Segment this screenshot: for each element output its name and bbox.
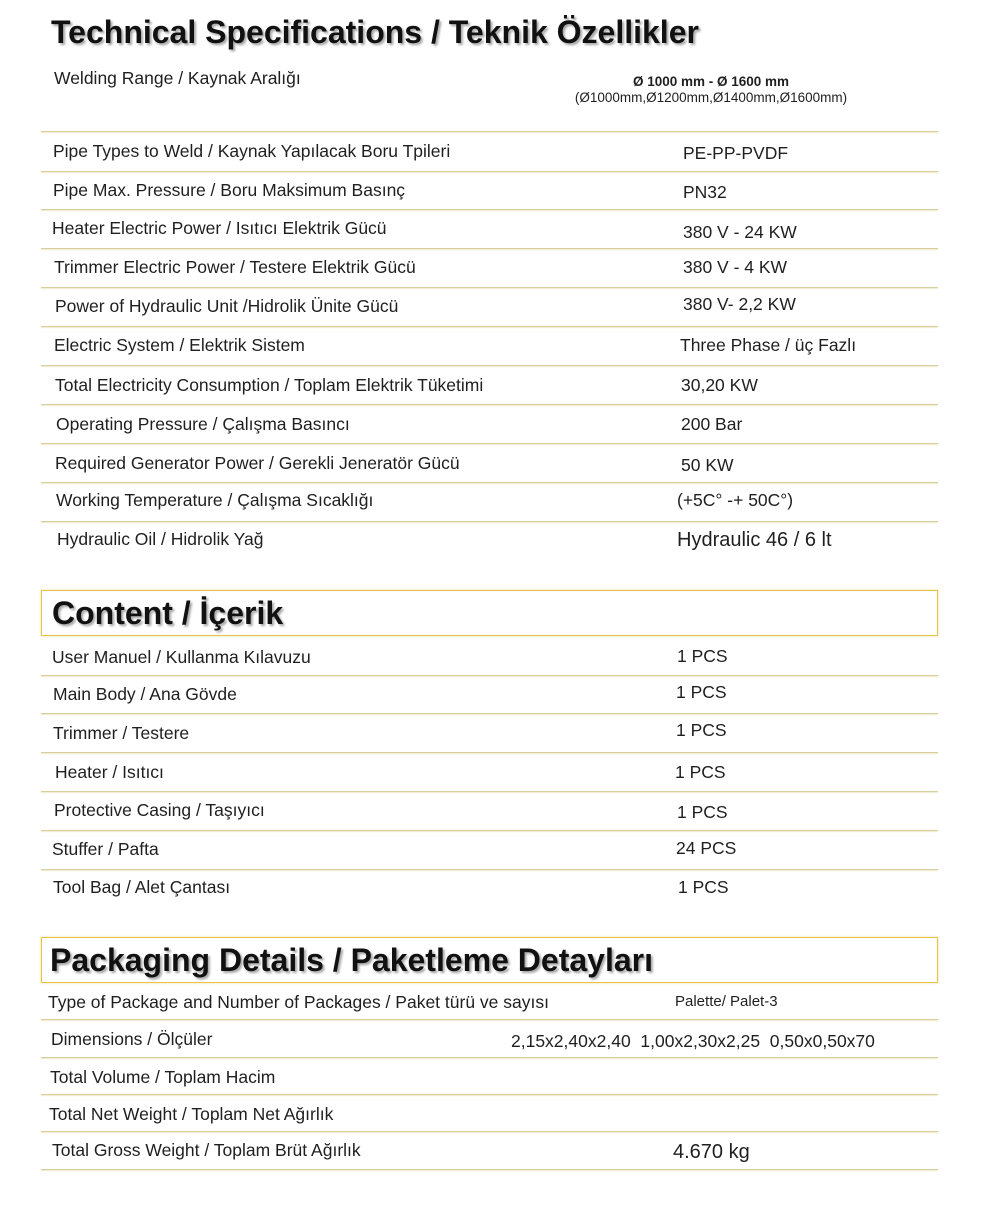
divider [41,1057,938,1058]
packaging-row [41,1029,938,1053]
spec-value: PN32 [683,182,727,202]
spec-row [41,490,938,514]
divider [41,287,938,288]
divider [41,830,938,831]
divider [41,1019,938,1020]
packaging-row [41,1140,938,1166]
spec-value: 200 Bar [681,414,743,434]
packaging-title: Packaging Details / Paketleme Detayları [41,937,938,983]
spec-label: Welding Range / Kaynak Aralığı [54,68,301,88]
divider [41,131,938,132]
spec-value: 50 KW [681,455,734,475]
content-row [41,762,938,786]
divider [41,443,938,444]
content-value: 1 PCS [676,682,727,702]
divider [41,1094,938,1095]
spec-label: Operating Pressure / Çalışma Basıncı [56,414,350,434]
packaging-row [41,992,938,1016]
welding-range-value: Ø 1000 mm - Ø 1600 mm [632,74,790,89]
spec-row [41,529,938,555]
spec-label: Power of Hydraulic Unit /Hidrolik Ünite Gücü [55,296,399,316]
divider [41,248,938,249]
content-row [41,877,938,901]
divider [41,365,938,366]
divider [41,404,938,405]
welding-range-sub-value: (Ø1000mm,Ø1200mm,Ø1400mm,Ø1600mm) [574,90,848,105]
spec-value: PE-PP-PVDF [683,143,789,163]
packaging-label: Total Volume / Toplam Hacim [50,1067,276,1087]
spec-row [41,453,938,477]
spec-value: Hydraulic 46 / 6 lt [677,529,832,551]
content-label: Trimmer / Testere [53,723,190,743]
content-value: 1 PCS [677,646,728,666]
packaging-label: Total Gross Weight / Toplam Brüt Ağırlık [52,1140,361,1160]
spec-label: Working Temperature / Çalışma Sıcaklığı [56,490,374,510]
packaging-value: Palette/ Palet-3 [675,993,778,1010]
divider [41,209,938,210]
packaging-row [41,1067,938,1091]
spec-label: Trimmer Electric Power / Testere Elektrik Gücü [54,257,416,277]
divider [41,791,938,792]
spec-row [41,296,938,320]
packaging-value: 2,15x2,40x2,40 1,00x2,30x2,25 0,50x0,50x70 [511,1031,875,1051]
divider [41,171,938,172]
divider [41,1131,938,1132]
spec-value: 380 V - 24 KW [683,222,797,242]
spec-row [41,375,938,399]
spec-label: Hydraulic Oil / Hidrolik Yağ [57,529,264,549]
content-value: 1 PCS [678,877,729,897]
divider [41,869,938,870]
divider [41,482,938,483]
spec-label: Required Generator Power / Gerekli Jeneratör Gücü [55,453,460,473]
spec-label: Total Electricity Consumption / Toplam Elektrik Tüketimi [55,375,484,395]
packaging-label: Total Net Weight / Toplam Net Ağırlık [49,1104,334,1124]
packaging-row [41,1104,938,1128]
content-row [41,684,938,708]
spec-label: Pipe Max. Pressure / Boru Maksimum Basınç [53,180,406,200]
content-label: Protective Casing / Taşıyıcı [54,800,265,820]
content-value: 1 PCS [677,802,728,822]
divider [41,521,938,522]
spec-row-welding-range [41,66,938,116]
content-value: 1 PCS [675,762,726,782]
divider [41,675,938,676]
spec-row [41,335,938,359]
spec-label: Heater Electric Power / Isıtıcı Elektrik Gücü [52,218,387,238]
divider [41,326,938,327]
spec-value: 30,20 KW [681,375,758,395]
packaging-label: Dimensions / Ölçüler [51,1029,213,1049]
spec-row [41,257,938,281]
spec-value: 380 V - 4 KW [683,257,788,277]
content-value: 1 PCS [676,720,727,740]
spec-row [41,414,938,438]
content-title: Content / İçerik [41,590,938,636]
technical-title: Technical Specifications / Teknik Özellikler [51,14,699,50]
spec-row [41,141,938,165]
spec-label: Pipe Types to Weld / Kaynak Yapılacak Boru Tpileri [53,141,451,161]
content-label: User Manuel / Kullanma Kılavuzu [52,647,311,667]
content-value: 24 PCS [676,838,737,858]
content-label: Heater / Isıtıcı [55,762,164,782]
divider [41,713,938,714]
content-label: Tool Bag / Alet Çantası [53,877,231,897]
content-row [41,647,938,671]
spec-row [41,180,938,204]
packaging-label: Type of Package and Number of Packages / Paket türü ve sayısı [48,992,549,1012]
spec-value: 380 V- 2,2 KW [683,294,796,314]
spec-value: (+5C° -+ 50C°) [677,490,794,510]
spec-value: Three Phase / üç Fazlı [680,335,857,355]
content-label: Main Body / Ana Gövde [53,684,237,704]
spec-label: Electric System / Elektrik Sistem [54,335,305,355]
content-label: Stuffer / Pafta [52,839,159,859]
packaging-value: 4.670 kg [673,1141,750,1163]
spec-row [41,218,938,242]
divider [41,752,938,753]
content-row [41,839,938,863]
content-row [41,720,938,747]
content-row [41,800,938,824]
divider [41,1169,938,1170]
